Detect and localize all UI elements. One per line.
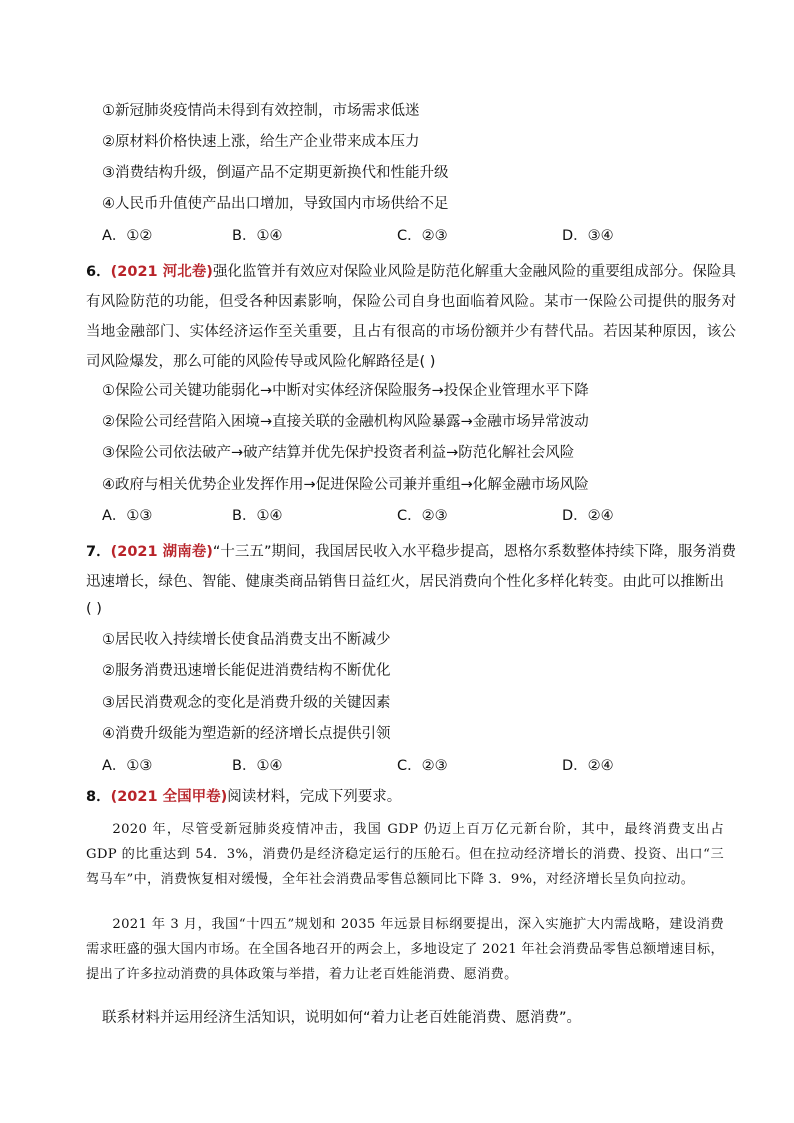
q6-option-1: ①保险公司关键功能弱化→中断对实体经济保险服务→投保企业管理水平下降 [102, 383, 589, 399]
q7-choice-b: B．①④ [232, 758, 283, 774]
q5-option-1: ①新冠肺炎疫情尚未得到有效控制，市场需求低迷 [102, 103, 420, 119]
q5-option-4: ④人民币升值使产品出口增加，导致国内市场供给不足 [102, 196, 449, 212]
q8-number: 8． [86, 789, 111, 805]
q6-choice-b: B．①④ [232, 508, 283, 524]
q6-number: 6． [86, 264, 111, 280]
q5-option-3: ③消费结构升级，倒逼产品不定期更新换代和性能升级 [102, 165, 449, 181]
q6-stem-text: 强化监管并有效应对保险业风险是防范化解重大金融风险的重要组成部分。保险具有风险防范的功能，但受各种因素影响，保险公司自身也面临着风险。某市一保险公司提供的服务对当地金融部门、实体经济运作至关重要，且占有很高的市场份额并少有替代品。若因某种原因，该公司风险爆发，那么可能的风险传导或风险化解路径是( ) [86, 264, 736, 370]
q6-source-tag: (2021 河北卷) [110, 264, 213, 280]
q7-answer-blank: ( ) [86, 601, 102, 617]
q5-choice-a: A．①② [102, 228, 153, 244]
q7-option-1: ①居民收入持续增长使食品消费支出不断减少 [102, 632, 391, 648]
q7-choice-a: A．①③ [102, 758, 153, 774]
q7-number: 7． [86, 544, 111, 560]
q7-stem [86, 537, 736, 597]
q8-stem [86, 787, 401, 807]
q5-choice-b: B．①④ [232, 228, 283, 244]
q6-option-4: ④政府与相关优势企业发挥作用→促进保险公司兼并重组→化解金融市场风险 [102, 477, 589, 493]
q5-choice-d: D．③④ [562, 228, 614, 244]
q7-option-4: ④消费升级能为塑造新的经济增长点提供引领 [102, 726, 391, 742]
q7-option-2: ②服务消费迅速增长能促进消费结构不断优化 [102, 663, 391, 679]
q7-choice-c: C．②③ [397, 758, 448, 774]
q5-choice-c: C．②③ [397, 228, 448, 244]
q6-choice-c: C．②③ [397, 508, 448, 524]
q7-source-tag: (2021 湖南卷) [110, 544, 213, 560]
q8-material-paragraph-1: 2020 年，尽管受新冠肺炎疫情冲击，我国 GDP 仍迈上百万亿元新台阶，其中，最终消费支出占 GDP 的比重达到 54．3%，消费仍是经济稳定运行的压舱石。但在拉动经济增长的消费、投资、出口“三驾马车”中，消费恢复相对缓慢，全年社会消费品零售总额同比下降 3．9%，对经济增长呈负向拉动。 [86, 822, 724, 887]
q8-material-paragraph-2: 2021 年 3 月，我国“十四五”规划和 2035 年远景目标纲要提出，深入实施扩大内需战略，建设消费需求旺盛的强大国内市场。在全国各地召开的两会上，多地设定了 2021 年社会消费品零售总额增速目标，提出了许多拉动消费的具体政策与举措，着力让老百姓能消费、愿消费。 [86, 917, 724, 982]
q5-option-2: ②原材料价格快速上涨，给生产企业带来成本压力 [102, 134, 420, 150]
q8-source-tag: (2021 全国甲卷) [110, 789, 228, 805]
q7-option-3: ③居民消费观念的变化是消费升级的关键因素 [102, 695, 391, 711]
q6-stem [86, 257, 736, 377]
q6-option-2: ②保险公司经营陷入困境→直接关联的金融机构风险暴露→金融市场异常波动 [102, 414, 589, 430]
q7-stem-text: “十三五”期间，我国居民收入水平稳步提高，恩格尔系数整体持续下降，服务消费迅速增长，绿色、智能、健康类商品销售日益红火，居民消费向个性化多样化转变。由此可以推断出 [86, 544, 736, 590]
q7-choice-d: D．②④ [562, 758, 614, 774]
q6-option-3: ③保险公司依法破产→破产结算并优先保护投资者利益→防范化解社会风险 [102, 445, 575, 461]
q6-choice-d: D．②④ [562, 508, 614, 524]
q8-question: 联系材料并运用经济生活知识，说明如何“着力让老百姓能消费、愿消费”。 [102, 1010, 582, 1026]
q6-choice-a: A．①③ [102, 508, 153, 524]
q8-stem-text: 阅读材料，完成下列要求。 [227, 789, 402, 805]
